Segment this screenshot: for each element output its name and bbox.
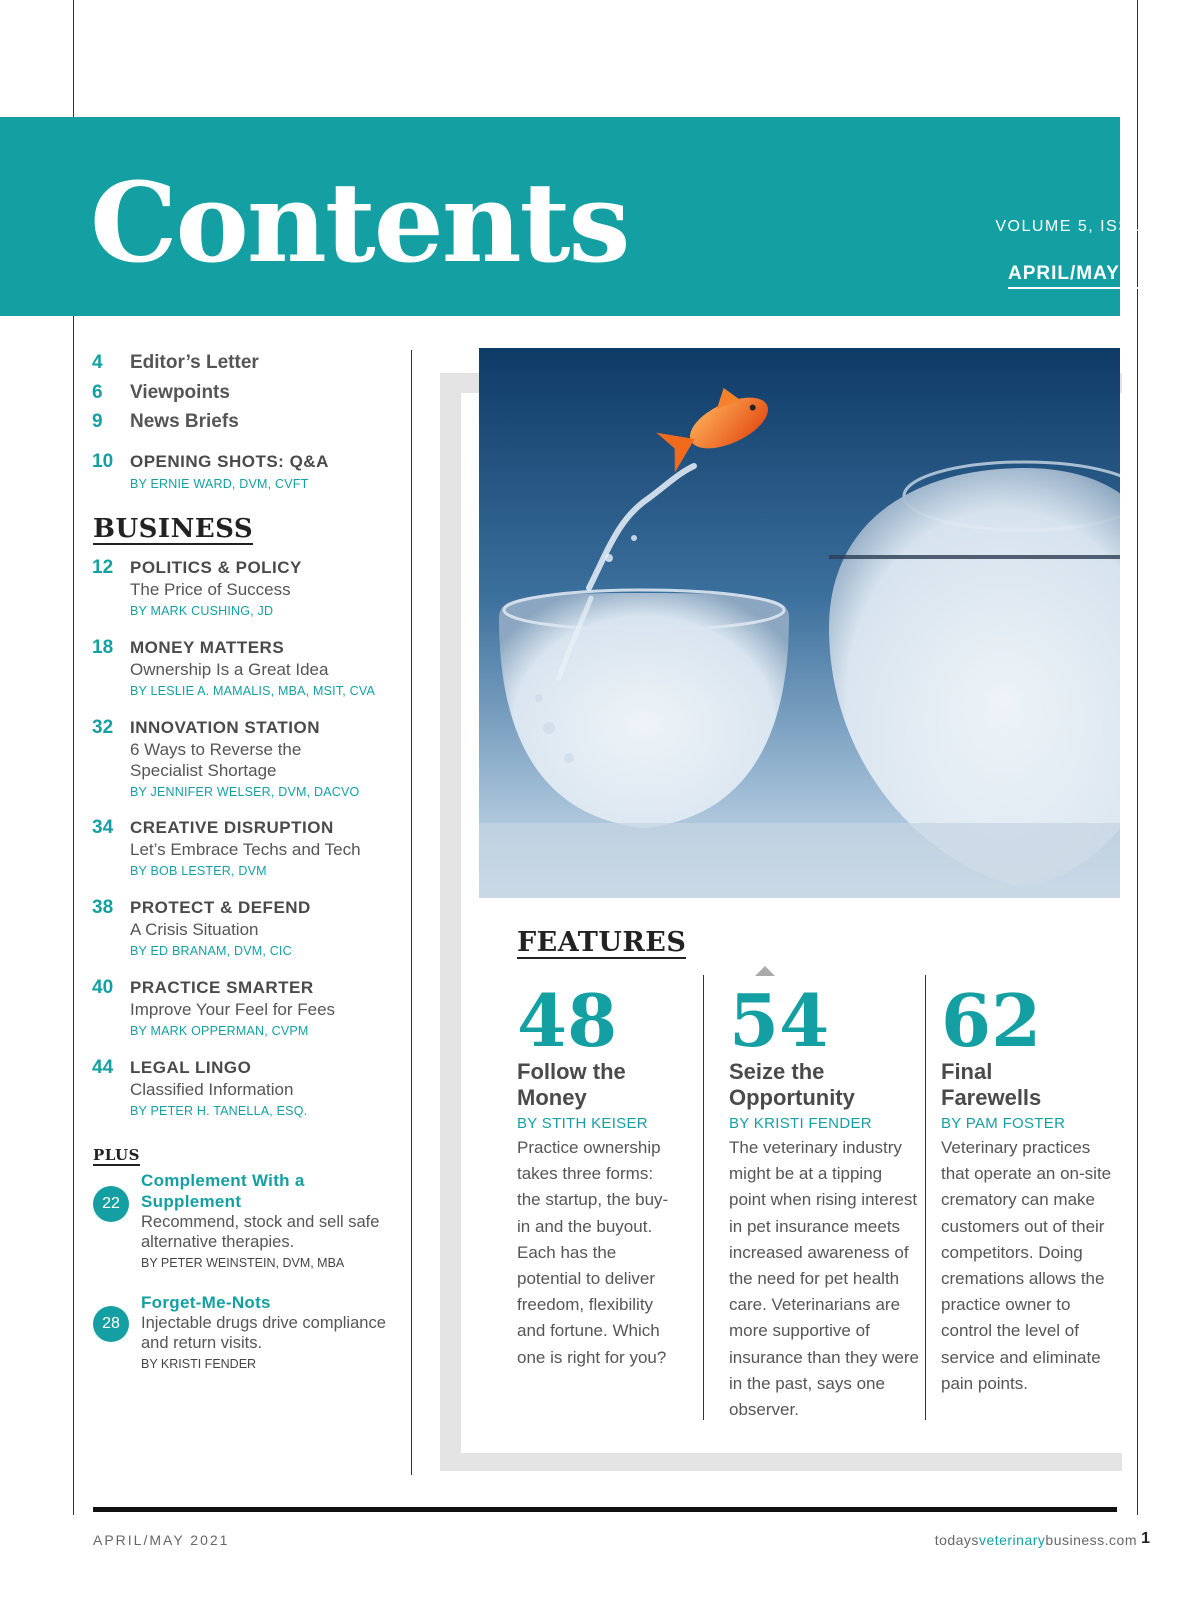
toc-category: POLITICS & POLICY [130,558,302,577]
section-heading-business: BUSINESS [93,514,254,544]
footer-website[interactable] [935,1532,1137,1548]
toc-item-label: Editor’s Letter [130,352,259,373]
toc-item-opening-shots[interactable] [92,451,402,495]
toc-title: Let’s Embrace Techs and Tech [130,840,361,859]
page-number: 44 [92,1057,114,1078]
toc-item-politics-policy[interactable] [92,557,402,622]
toc-item-legal-lingo[interactable] [92,1057,402,1122]
toc-category: OPENING SHOTS: Q&A [130,452,329,471]
footer-page-number: 1 [1141,1530,1150,1547]
page-number: 32 [92,717,114,738]
toc-item-innovation-station[interactable] [92,717,402,803]
plus-byline: BY PETER WEINSTEIN, DVM, MBA [141,1256,345,1270]
toc-item-label: News Briefs [130,411,239,432]
toc-item-editors-letter[interactable] [92,352,259,374]
section-heading-features: FEATURES [517,927,687,958]
plus-title: Complement With a Supplement [141,1171,305,1211]
toc-byline: BY MARK OPPERMAN, CVPM [130,1024,309,1038]
hero-image [479,348,1120,898]
caret-up-icon [755,966,775,976]
toc-title: The Price of Success [130,580,291,599]
toc-category: MONEY MATTERS [130,638,285,657]
toc-title: 6 Ways to Reverse the Specialist Shortage [130,740,302,780]
feature-description: Practice ownership takes three forms: the startup, the buy-in and the buyout. Each has the potential to deliver freedom, flexibility and fortune. Which one is right for you? [517,1138,669,1367]
feature-title: Final Farewells [941,1059,1042,1110]
toc-title: A Crisis Situation [130,920,259,939]
footer-rule [93,1507,1117,1512]
feature-page-number: 62 [941,978,1042,1063]
feature-title: Seize the Opportunity [729,1059,855,1110]
feature-page-number: 48 [517,978,618,1063]
plus-description: Injectable drugs drive compliance and return visits. [141,1314,386,1352]
toc-byline: BY ERNIE WARD, DVM, CVFT [130,477,309,491]
feature-byline: BY KRISTI FENDER [729,1115,872,1132]
toc-byline: BY PETER H. TANELLA, ESQ. [130,1104,308,1118]
toc-item-money-matters[interactable] [92,637,402,702]
feature-divider [703,975,704,1420]
page-number: 6 [92,382,103,403]
toc-category: PROTECT & DEFEND [130,898,311,917]
page-number: 18 [92,637,114,658]
plus-byline: BY KRISTI FENDER [141,1357,257,1371]
toc-item-viewpoints[interactable] [92,382,230,404]
page-number-badge: 28 [93,1306,129,1342]
page-number-badge: 22 [93,1186,129,1222]
page-number: 9 [92,411,103,432]
page-title: Contents [90,158,629,287]
page-number: 4 [92,352,103,373]
toc-item-protect-defend[interactable] [92,897,402,962]
section-heading-plus: PLUS [93,1146,140,1164]
toc-title: Ownership Is a Great Idea [130,660,329,679]
toc-item-label: Viewpoints [130,382,230,403]
page-number: 10 [92,451,114,472]
toc-category: PRACTICE SMARTER [130,978,314,997]
toc-item-creative-disruption[interactable] [92,817,402,882]
toc-category: INNOVATION STATION [130,718,321,737]
toc-category: CREATIVE DISRUPTION [130,818,334,837]
feature-description: The veterinary industry might be at a tipping point when rising interest in pet insurance meets increased awareness of the need for pet health care. Veterinarians are more supportive of insurance than they were in the past, says one observer. [729,1138,919,1420]
site-prefix: todays [934,1532,979,1548]
page-number: 34 [92,817,114,838]
issue-date: APRIL/MAY 2021 [1008,263,1172,289]
volume-issue: VOLUME 5, ISSUE 2 [995,218,1172,235]
feature-title: Follow the Money [517,1059,626,1110]
feature-byline: BY STITH KEISER [517,1115,648,1132]
site-highlight: veterinary [978,1532,1046,1548]
toc-byline: BY BOB LESTER, DVM [130,864,267,878]
toc-byline: BY ED BRANAM, DVM, CIC [130,944,292,958]
toc-item-practice-smarter[interactable] [92,977,402,1042]
toc-category: LEGAL LINGO [130,1058,252,1077]
feature-seize-the-opportunity[interactable] [729,978,929,1423]
plus-title: Forget-Me-Nots [141,1293,271,1312]
feature-byline: BY PAM FOSTER [941,1115,1066,1132]
toc-byline: BY LESLIE A. MAMALIS, MBA, MSIT, CVA [130,684,376,698]
goldfish-jumping-bowl-photo [479,348,1120,898]
site-suffix: business.com [1045,1532,1137,1548]
feature-page-number: 54 [729,978,830,1063]
toc-byline: BY MARK CUSHING, JD [130,604,274,618]
feature-final-farewells[interactable] [941,978,1141,1397]
feature-description: Veterinary practices that operate an on-site crematory can make customers out of their competitors. Doing cremations allows the practice owner to control the level of service and eliminate pain points. [941,1138,1112,1393]
footer-date: APRIL/MAY 2021 [93,1532,230,1548]
page-number: 40 [92,977,114,998]
toc-byline: BY JENNIFER WELSER, DVM, DACVO [130,785,360,799]
column-divider [411,350,412,1475]
page-number: 38 [92,897,114,918]
page-number: 12 [92,557,114,578]
toc-title: Improve Your Feel for Fees [130,1000,336,1019]
feature-follow-the-money[interactable] [517,978,717,1371]
feature-divider [925,975,926,1420]
toc-item-news-briefs[interactable] [92,411,239,433]
plus-item-forget-me-nots[interactable] [93,1292,403,1375]
plus-item-supplement[interactable] [93,1170,403,1274]
plus-description: Recommend, stock and sell safe alternative therapies. [141,1213,380,1251]
toc-title: Classified Information [130,1080,294,1099]
